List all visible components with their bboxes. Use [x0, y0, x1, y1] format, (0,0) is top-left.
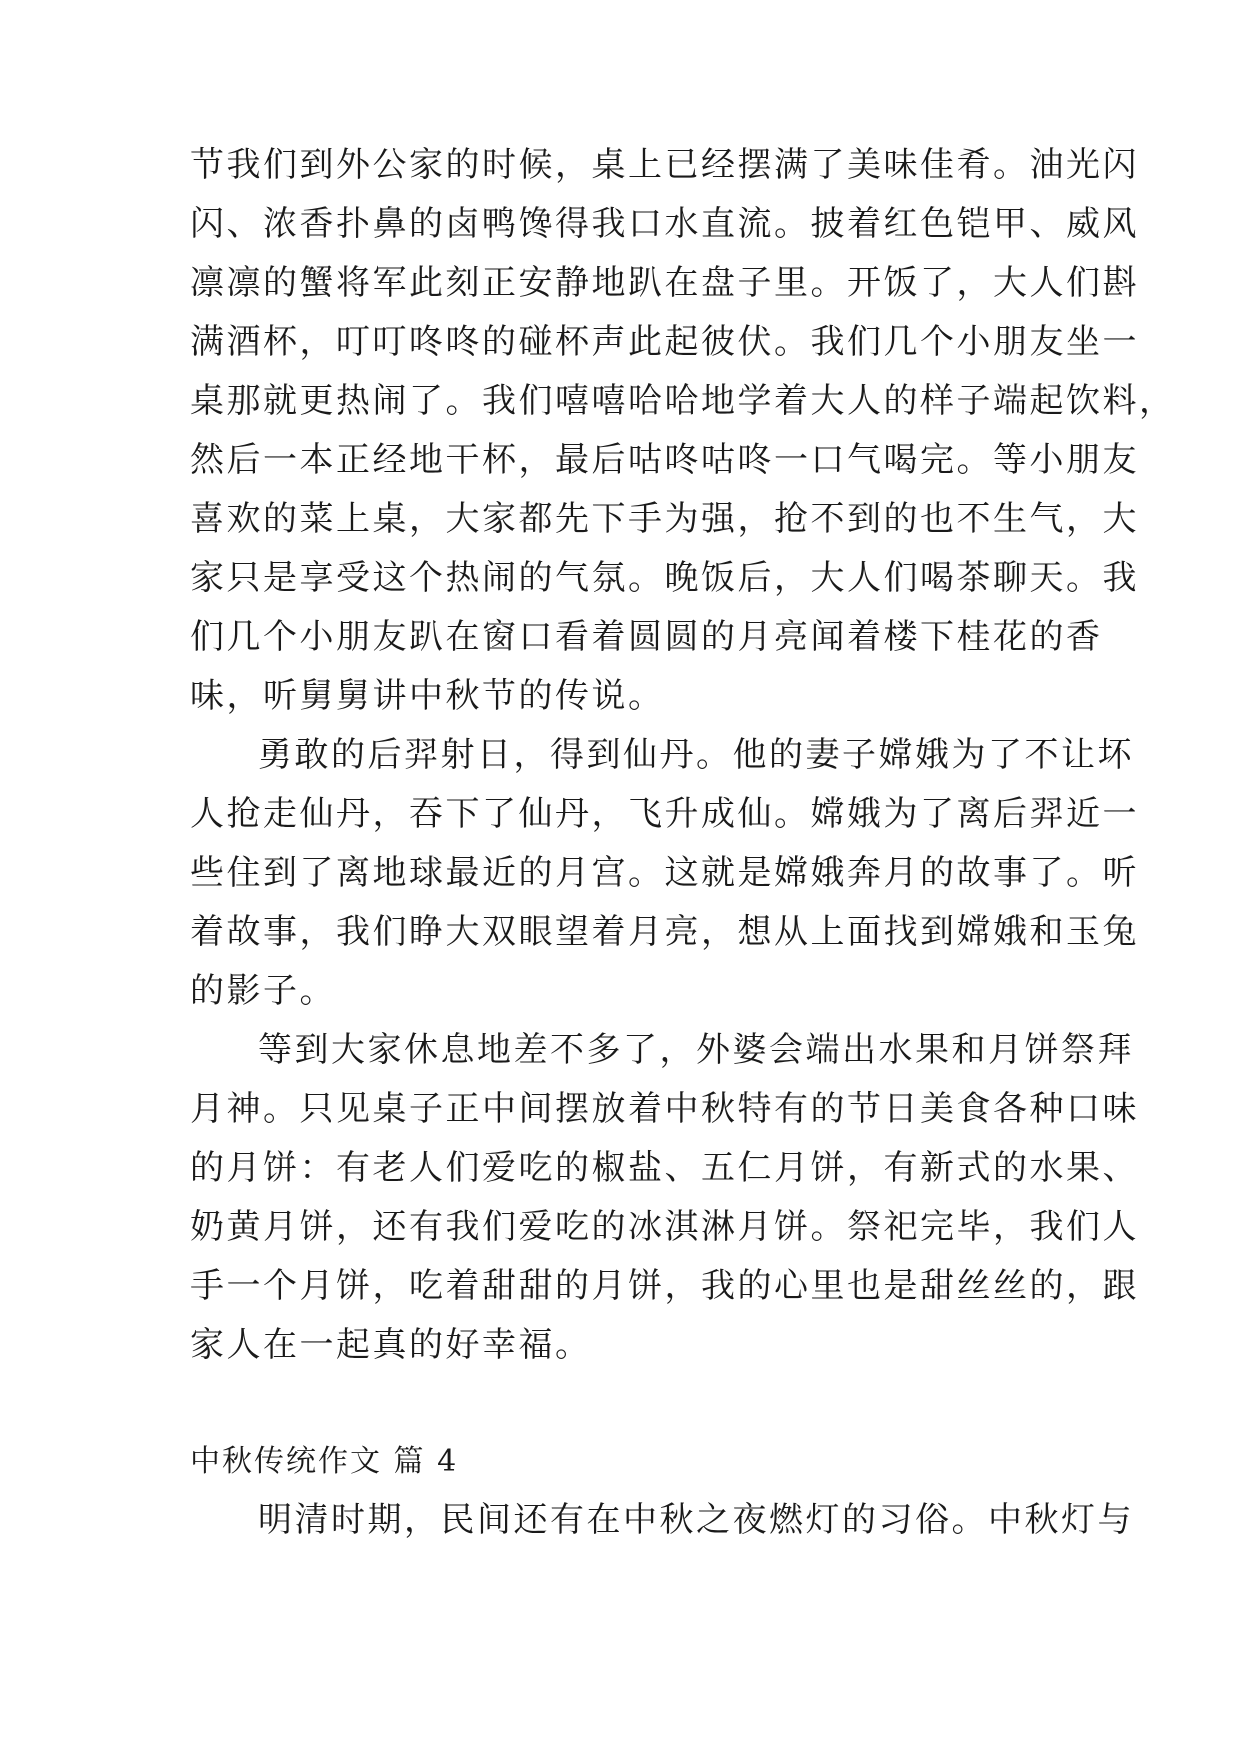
paragraph-1-line-10: 味，听舅舅讲中秋节的传说。: [190, 676, 665, 716]
paragraph-3-line-3: 的月饼：有老人们爱吃的椒盐、五仁月饼，有新式的水果、: [190, 1148, 1139, 1188]
paragraph-1-line-9: 们几个小朋友趴在窗口看着圆圆的月亮闻着楼下桂花的香: [190, 617, 1103, 657]
paragraph-1-line-7: 喜欢的菜上桌，大家都先下手为强，抢不到的也不生气，大: [190, 499, 1139, 539]
paragraph-3-line-1: 等到大家休息地差不多了，外婆会端出水果和月饼祭拜: [258, 1030, 1134, 1070]
paragraph-1-line-3: 凛凛的蟹将军此刻正安静地趴在盘子里。开饭了，大人们斟: [190, 263, 1139, 303]
paragraph-2-line-2: 人抢走仙丹，吞下了仙丹，飞升成仙。嫦娥为了离后羿近一: [190, 794, 1139, 834]
paragraph-1-line-1: 节我们到外公家的时候，桌上已经摆满了美味佳肴。油光闪: [190, 145, 1139, 185]
paragraph-3-line-5: 手一个月饼，吃着甜甜的月饼，我的心里也是甜丝丝的，跟: [190, 1266, 1139, 1306]
section-heading: 中秋传统作文 篇 4: [190, 1444, 459, 1479]
paragraph-1-line-6: 然后一本正经地干杯，最后咕咚咕咚一口气喝完。等小朋友: [190, 440, 1139, 480]
paragraph-3-line-4: 奶黄月饼，还有我们爱吃的冰淇淋月饼。祭祀完毕，我们人: [190, 1207, 1139, 1247]
paragraph-2-line-1: 勇敢的后羿射日，得到仙丹。他的妻子嫦娥为了不让坏: [258, 735, 1134, 775]
paragraph-2-line-4: 着故事，我们睁大双眼望着月亮，想从上面找到嫦娥和玉兔: [190, 912, 1139, 952]
paragraph-4-line-1: 明清时期，民间还有在中秋之夜燃灯的习俗。中秋灯与: [258, 1500, 1134, 1540]
paragraph-1-line-8: 家只是享受这个热闹的气氛。晚饭后，大人们喝茶聊天。我: [190, 558, 1139, 598]
paragraph-3-line-2: 月神。只见桌子正中间摆放着中秋特有的节日美食各种口味: [190, 1089, 1139, 1129]
paragraph-2-line-5: 的影子。: [190, 971, 336, 1011]
paragraph-1-line-4: 满酒杯，叮叮咚咚的碰杯声此起彼伏。我们几个小朋友坐一: [190, 322, 1139, 362]
paragraph-1-line-2: 闪、浓香扑鼻的卤鸭馋得我口水直流。披着红色铠甲、威风: [190, 204, 1139, 244]
paragraph-1-line-5: 桌那就更热闹了。我们嘻嘻哈哈地学着大人的样子端起饮料，: [190, 381, 1176, 421]
paragraph-3-line-6: 家人在一起真的好幸福。: [190, 1325, 592, 1365]
paragraph-2-line-3: 些住到了离地球最近的月宫。这就是嫦娥奔月的故事了。听: [190, 853, 1139, 893]
